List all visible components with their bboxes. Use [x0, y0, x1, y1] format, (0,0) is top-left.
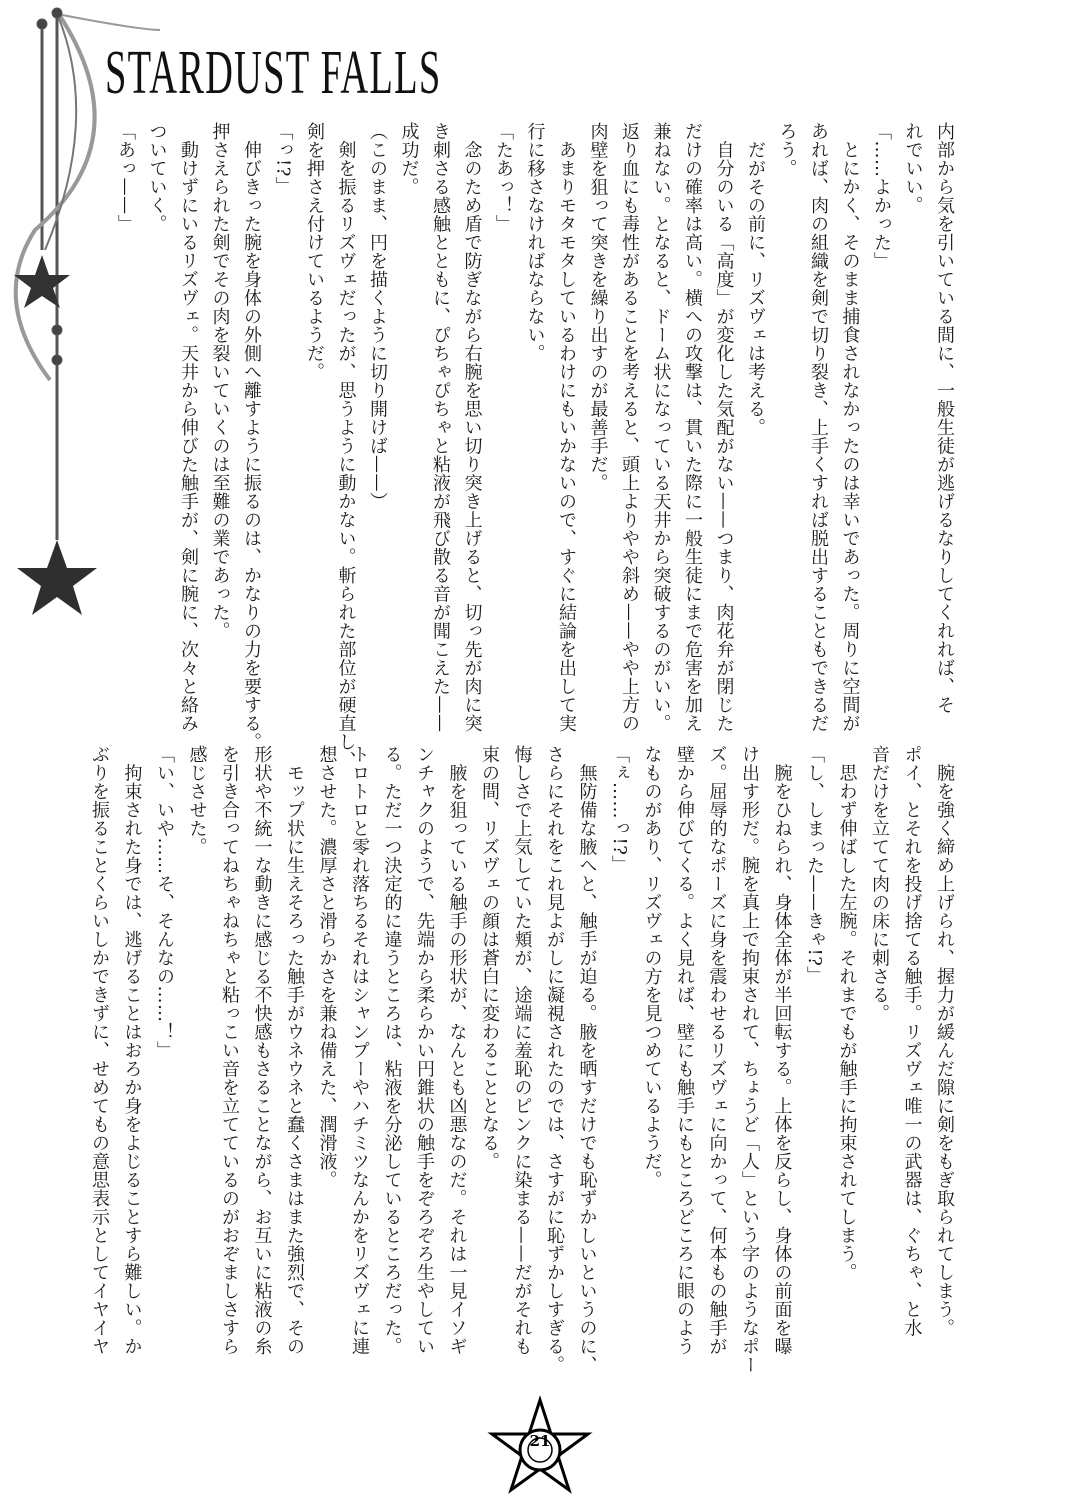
text-line: あまりモタモタしているわけにもいかないので、すぐに結論を出して実 [556, 122, 577, 733]
page-title-logo: STARDUST FALLS [105, 39, 442, 107]
text-line: る。ただ一つ決定的に違うところは、粘液を分泌しているところだった。 [381, 745, 403, 1356]
text-line: 「し、しまった——きゃ!?」 [804, 745, 825, 985]
text-line: ろう。 [776, 122, 798, 178]
bottom-text-block [83, 745, 961, 1385]
text-line: 念のため盾で防ぎながら右腕を思い切り突き上げると、切っ先が肉に突 [461, 122, 483, 733]
text-line: 内部から気を引いている間に、一般生徒が逃げるなりしてくれれば、そ [934, 122, 955, 714]
text-line: ついていく。 [146, 122, 168, 233]
text-line: 「っ!?」 [272, 122, 294, 196]
text-line: 剣を振るリズヴェだったが、思うように動かない。斬られた部位が硬直し、 [335, 122, 357, 770]
text-line: 形状や不統一な動きに感じる不快感もさることながら、お互いに粘液の糸 [251, 745, 273, 1356]
text-line: 音だけを立てて肉の床に刺さる。 [869, 745, 890, 1023]
text-line: 感じさせた。 [186, 745, 208, 856]
text-line: 悔しさで上気していた頬が、途端に羞恥のピンクに染まる——だがそれも [511, 745, 533, 1356]
text-line: ズ。屈辱的なポーズに身を震わせるリズヴェに向かって、何本もの触手が [706, 745, 728, 1356]
text-line: 束の間、リズヴェの顔は蒼白に変わることとなる。 [479, 745, 500, 1171]
text-line: あれば、肉の組織を剣で切り裂き、上手くすれば脱出することもできるだ [808, 122, 829, 733]
text-line: 「あっ——」 [115, 122, 136, 233]
text-line: トロトロと零れ落ちるそれはシャンプーやハチミツなんかをリズヴェに連 [349, 745, 370, 1356]
text-line: 押さえられた剣でその肉を裂いていくのは至難の業であった。 [209, 122, 231, 640]
text-line: 動けずにいるリズヴェ。天井から伸びた触手が、剣に腕に、次々と絡み [178, 122, 199, 733]
text-line: とにかく、そのまま捕食されなかったのは幸いであった。周りに空間が [839, 122, 861, 733]
text-line: き刺さる感触とともに、ぴちゃぴちゃと粘液が飛び散る音が聞こえた—— [430, 122, 451, 733]
text-line: 壁から伸びてくる。よく見れば、壁にも触手にもところどころに眼のよう [674, 745, 695, 1356]
text-line: 返り血にも毒性があることを考えると、頭上よりやや斜め——やや上方の [619, 122, 640, 733]
text-line: ンチャクのようで、先端から柔らかい円錐状の触手をぞろぞろ生やしてい [414, 745, 435, 1356]
text-line: モップ状に生えそろった触手がウネウネと蠢くさまはまた強烈で、その [284, 745, 305, 1356]
text-line: だけの確率は高い。横への攻撃は、貫いた際に一般生徒にまで危害を加え [682, 122, 703, 733]
page-number: 21 [529, 1432, 551, 1450]
text-line: ぶりを振ることくらいしかできずに、せめてもの意思表示としてイヤイヤ [89, 745, 110, 1356]
text-line: 腕を強く締め上げられ、握力が緩んだ隙に剣をもぎ取られてしまう。 [934, 745, 955, 1337]
text-line: 成功だ。 [398, 122, 420, 196]
text-line: 肉壁を狙って突きを繰り出すのが最善手だ。 [587, 122, 609, 492]
text-line: 思わず伸ばした左腕。それまでもが触手に拘束されてしまう。 [836, 745, 858, 1282]
text-line: 「い、いや……そ、そんなの……！」 [154, 745, 175, 1060]
text-line: 行に移さなければならない。 [524, 122, 546, 363]
text-line: 伸びきった腕を身体の外側へ離すように振るのは、かなりの力を要する。 [241, 122, 262, 751]
text-line: ポイ、とそれを投げ捨てる触手。リズヴェ唯一の武器は、ぐちゃ、と水 [901, 745, 923, 1337]
text-line: を引き合ってねちゃねちゃと粘っこい音を立てているのがおぞましさすら [219, 745, 240, 1356]
text-line: れでいい。 [902, 122, 924, 215]
text-line: 拘束された身では、逃げることはおろか身をよじることすら難しい。か [121, 745, 143, 1356]
text-line: 腕をひねられ、身体全体が半回転する。上体を反らし、身体の前面を曝 [771, 745, 793, 1356]
text-line: 自分のいる「高度」が変化した気配がない——つまり、肉花弁が閉じた [713, 122, 735, 733]
text-line: （このまま、円を描くように切り開けば——） [367, 122, 388, 511]
text-line: け出す形だ。腕を真上で拘束されて、ちょうど「人」という字のようなポー [739, 745, 760, 1374]
small-star-icon [14, 255, 70, 308]
text-line: 「たあっ！」 [493, 122, 514, 233]
text-line: 兼ねない。となると、ドーム状になっている天井から突破するのがいい。 [650, 122, 672, 733]
text-line: 想させた。濃厚さと滑らかさを兼ね備えた、潤滑液。 [316, 745, 338, 1189]
large-star-icon [17, 540, 97, 615]
top-text-block [110, 122, 961, 770]
text-line: 「……よかった」 [871, 122, 892, 270]
text-line: さらにそれをこれ見よがしに凝視されたのでは、さすがに恥ずかしすぎる。 [544, 745, 565, 1374]
text-line: 「ぇ……っ!?」 [609, 745, 630, 874]
text-line: 無防備な腋へと、触手が迫る。腋を晒すだけでも恥ずかしいというのに、 [576, 745, 598, 1374]
text-line: 剣を押さえ付けているようだ。 [304, 122, 325, 381]
text-line: なものがあり、リズヴェの方を見つめているようだ。 [641, 745, 663, 1189]
text-line: 腋を狙っている触手の形状が、なんとも凶悪なのだ。それは一見イソギ [446, 745, 468, 1356]
text-line: だがその前に、リズヴェは考える。 [745, 122, 766, 437]
